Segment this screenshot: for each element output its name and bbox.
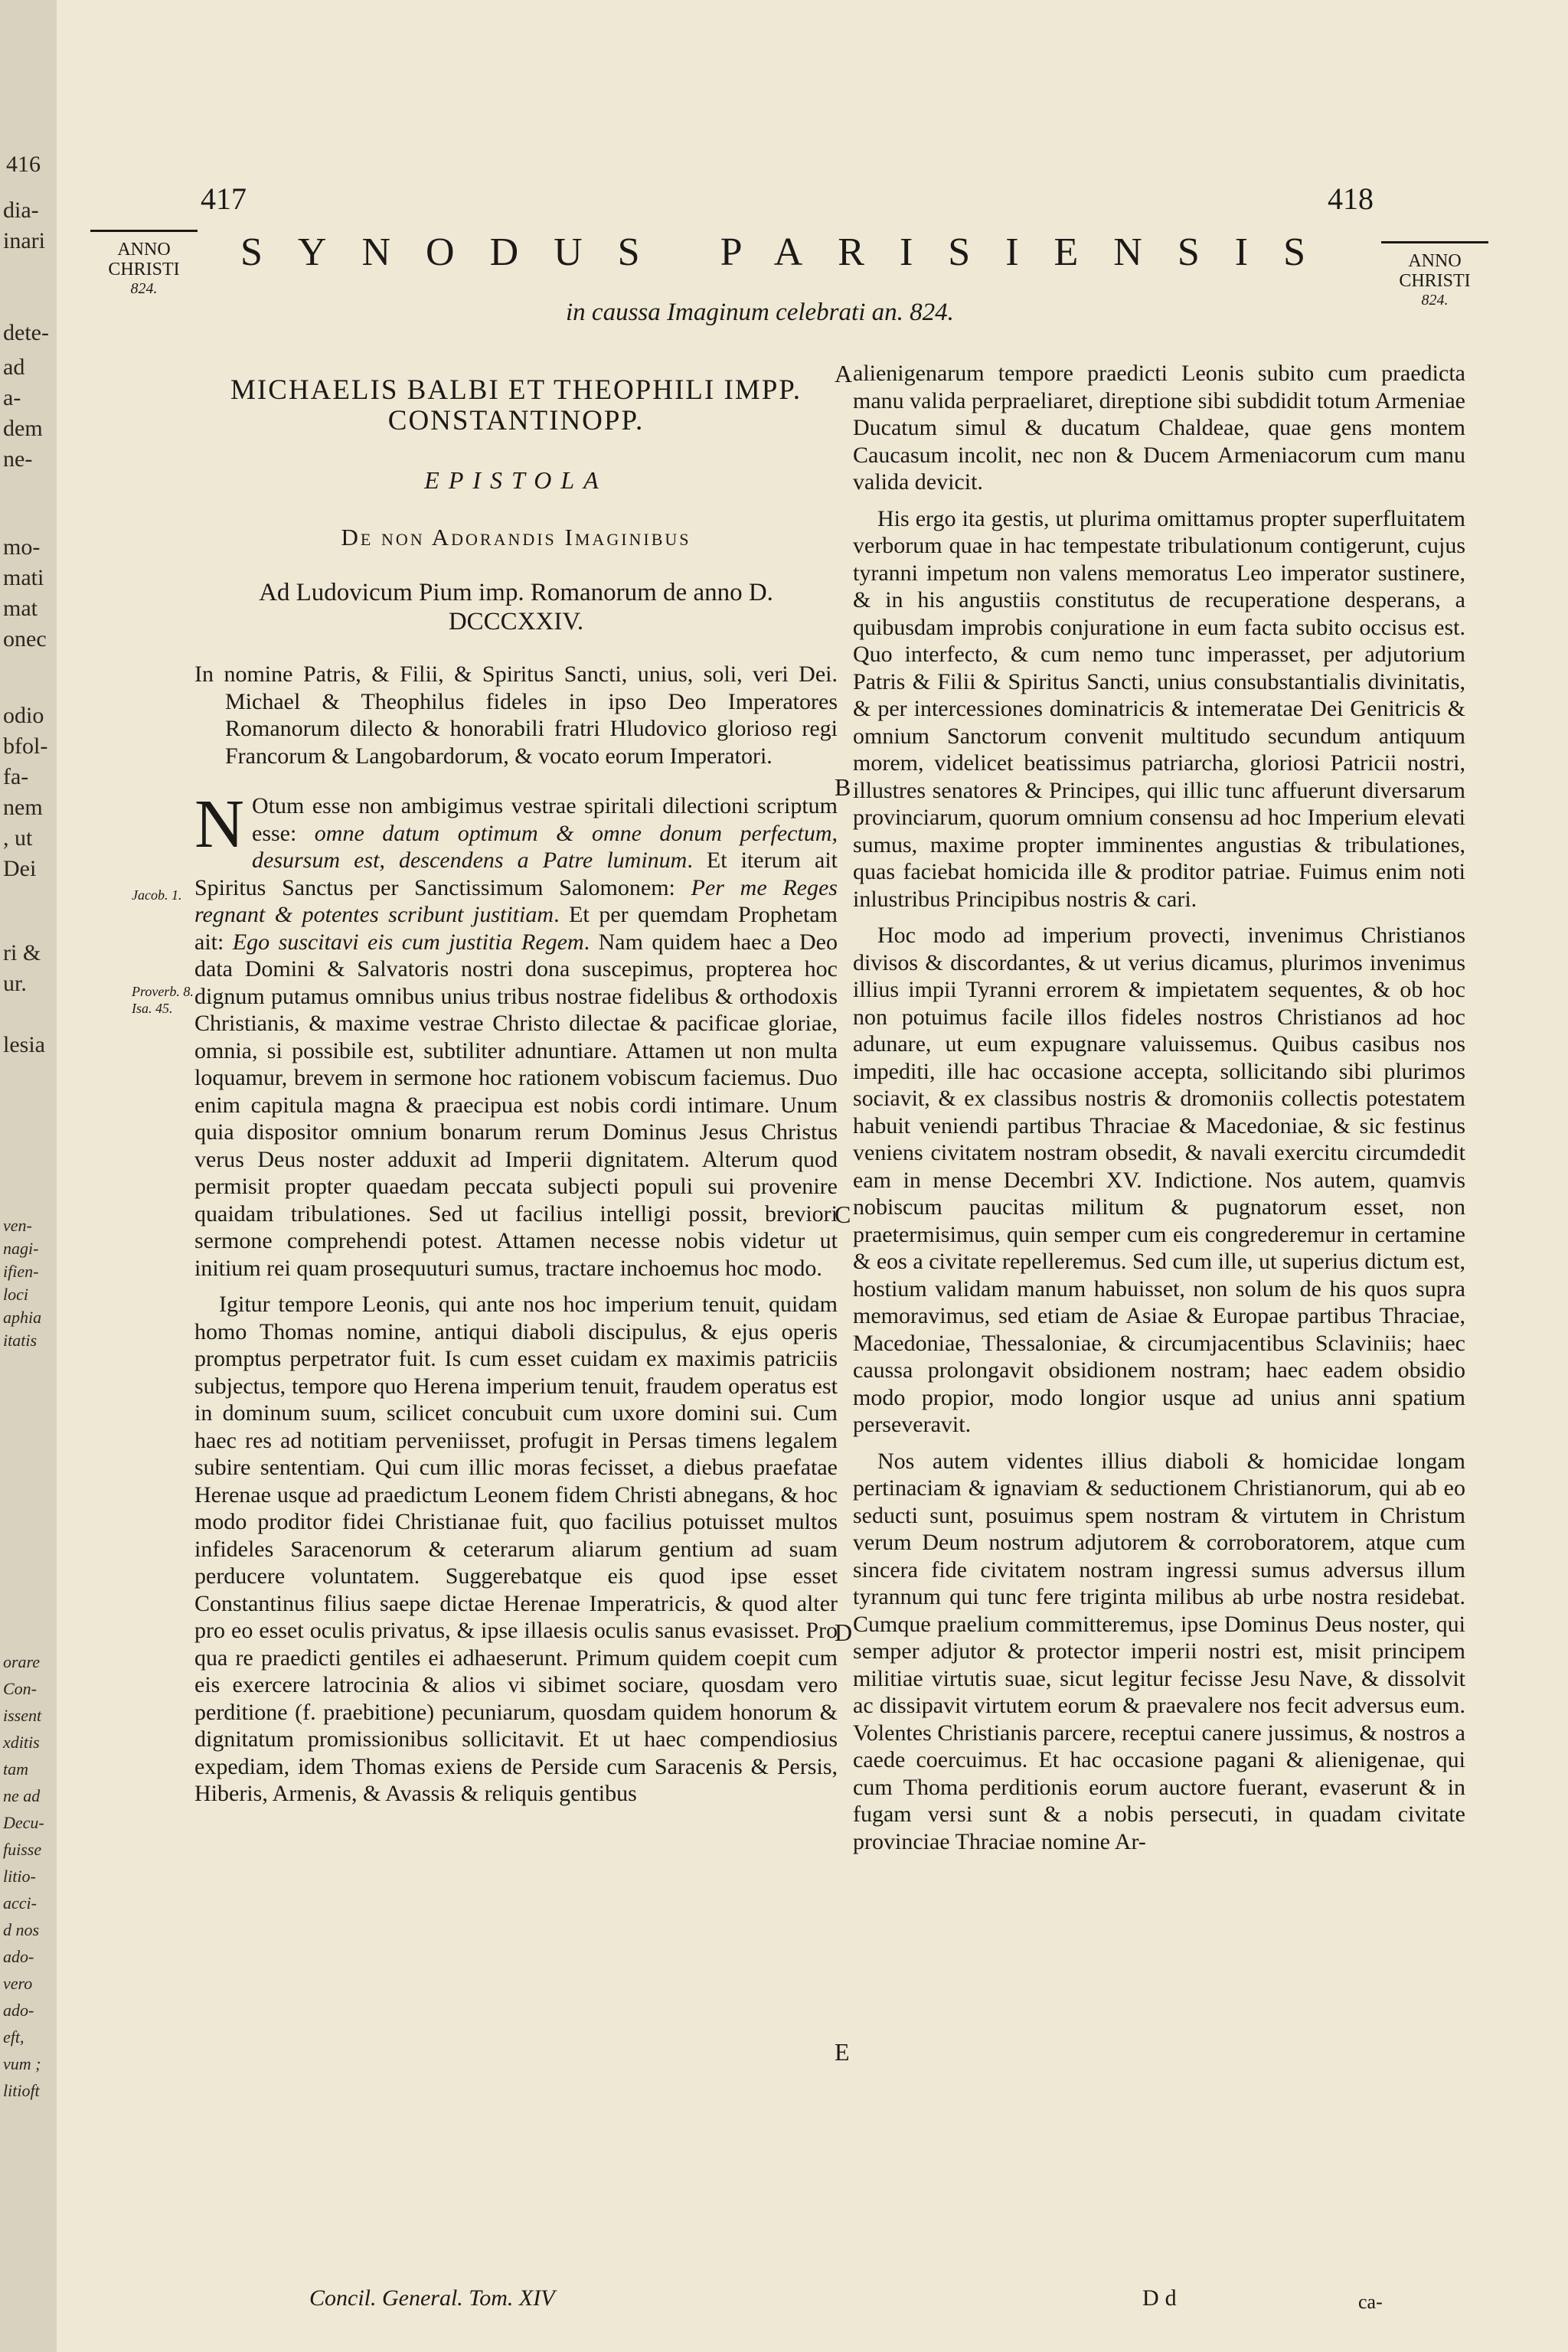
previous-page-fragment: dem <box>3 416 43 441</box>
salutation-paragraph: In nomine Patris, & Filii, & Spiritus Sancti, unius, soli, veri Dei. Michael & Theophilus fideles in ipso Deo Imperatores Romanorum dilecto & honorabili fratri Hludovico glorioso regi Francorum & Langobardorum, & vocato eorum Imperatori. <box>194 662 838 769</box>
previous-page-fragment: onec <box>3 626 47 652</box>
previous-page-fragment: issent <box>3 1706 42 1725</box>
page-subtitle: in caussa Imaginum celebrati an. 824. <box>566 299 954 326</box>
section-letter: E <box>835 2038 850 2066</box>
previous-page-fragment: nem <box>3 795 43 820</box>
folio-left: 417 <box>201 181 247 216</box>
previous-page-fragment: Decu- <box>3 1813 44 1832</box>
previous-page-fragment: ne- <box>3 446 33 472</box>
previous-page-fragment: , ut <box>3 825 33 851</box>
epistola-heading: EPISTOLA <box>424 466 608 494</box>
addressee-heading: Ad Ludovicum Pium imp. Romanorum de anno D. DCCCXXIV. <box>259 579 773 635</box>
previous-page-fragment: vero <box>3 1974 33 1993</box>
book-page <box>57 0 1568 2352</box>
catchword: ca- <box>1358 2291 1383 2313</box>
previous-page-fragment: ne ad <box>3 1786 41 1805</box>
text-run: . Et per quemdam Prophetam ait: <box>194 902 838 955</box>
previous-page-fragment: aphia <box>3 1308 42 1327</box>
previous-page-fragment: orare <box>3 1652 41 1671</box>
paragraph <box>194 786 838 1282</box>
previous-page-fragment: mati <box>3 565 44 590</box>
previous-page-fragment: fa- <box>3 764 29 789</box>
paragraph: Nos autem videntes illius diaboli & homicidae longam pertinaciam & ignaviam & seductionem Christianorum, qui ab eo seducti sunt, posuimus spem nostram & virtutem in Christum verum Deum nostrum adjutorem & corroboratorem, atque cum sincera fide civitatem nostram ingressi sumus adversus illum tyrannum qui tunc fere triginta milibus ab urbe nostra residebat. Cumque praelium committeremus, ipse Dominus Deus noster, qui semper adjutor & protector imperii nostri est, misit principem militiae virtutis suae, sicut legitur fecisse Jesu Nave, & dissolvit ac dissipavit virtutem eorum & praevalere nos fecit adversus eum. Volentes Christianis parcere, receptui canere jussimus, & nostros a caede coercuimus. Et hac occasione pagani & alienigenae, qui cum Thoma perditionis eorum auctore fuerant, evaserunt & in fugam versi sunt & a nobis persecuti, in quadam civitate provinciae Thraciae nomine Ar- <box>853 1448 1465 1854</box>
paragraph: alienigenarum tempore praedicti Leonis subito cum praedicta manu valida perpraeliaret, direptione sibi subdidit totum Armeniae Ducatum simul & ducatum Chaldeae, quae gens montem Caucasum incolit, nec non & Ducem Armeniacorum cum manu valida devicit. <box>853 361 1465 495</box>
footer-source-text: Concil. General. Tom. XIV <box>309 2285 555 2311</box>
anno-year: 824. <box>1421 291 1449 309</box>
previous-page-fragment: odio <box>3 703 44 728</box>
previous-page-fragment: vum ; <box>3 2054 41 2073</box>
scripture-quote: omne datum optimum & omne donum perfectum, desursum est, descendens a Patre luminum <box>252 820 838 873</box>
previous-page-fragment: Dei <box>3 856 37 881</box>
previous-page-fragment: xditis <box>3 1733 40 1752</box>
page-title: SYNODUS PARISIENSIS <box>240 230 1341 274</box>
previous-page-fragment: ad <box>3 354 25 380</box>
previous-page-fragment: ado- <box>3 1947 34 1966</box>
paragraph: Igitur tempore Leonis, qui ante nos hoc imperium tenuit, quidam homo Thomas nomine, antiqui diaboli discipulus, & ejus operis promptus perpetrator fuit. Is cum esset cuidam ex maximis patriciis subjectus, tempore quo Herena imperium tenuit, fraudem operatus est in dominum suum, scilicet concubuit cum uxore domini sui. Cum haec res ad notitiam perveniisset, profugit in Persas timens legalem subire sententiam. Qui cum illic moras fecisset, a diebus praefatae Herenae usque ad praedictum Leonem fidem Christi abnegans, & hoc modo proditor fidei Christianae fuit, quo facilius potuisset multos infideles Saracenorum & ceterarum aliarum gentium ad suam perducere voluntatem. Suggerebatque eis quod ipse esset Constantinus filius saepe dictae Herenae Imperatricis, & quod alter pro eo esset oculis privatus, & ipse illaesis oculis sanus evasisset. Pro qua re praedicti gentiles ei adhaeserunt. Primum quidem coepit cum eis exercere latrocinia & alios vi sibimet sociare, quosdam vero perditione (f. praebitione) pecuniarum, quosdam quidem honorum & dignitatum promissionibus sollicitavit. Et ut haec compendiosius expediam, idem Thomas exiens de Perside cum Saracenis & Persis, Hiberis, Armenis, & Avassis & reliquis gentibus <box>194 1292 838 1806</box>
previous-page-fragment: ven- <box>3 1216 32 1235</box>
previous-page-fragment: loci <box>3 1285 28 1304</box>
previous-page-fragment: eft, <box>3 2027 24 2047</box>
previous-page-fragment: lesia <box>3 1032 45 1057</box>
paragraph: His ergo ita gestis, ut plurima omittamus propter superfluitatem verborum quae in hac tempestate tribulationum contigerunt, cujus tyranni impetum non valens memoratus Leo imperator sustinere, & in his angustiis constitutus de recuperatione desperans, a quibusdam improbis conjuratione in eum facta subito occisus est. Quo interfecto, & cum nemo tunc imperasset, per adjutorium Patris & Filii & Spiritus Sancti, unius consubstantialis divinitatis, & per intercessiones dominatricis & intemeratae Dei Genitricis & omnium Sanctorum convenit multitudo secundum antiquum morem, videlicet beatissimus patriarcha, gloriosi Patricii nostri, illustres senatores & Principes, qui illic tunc affuerunt diversarum provinciarum, quorum omnium consensu ad hoc Imperium elevati sumus, maxime propter imminentes angustias & tribulationes, quas faciebat homicida ille & proditor patriae. Fuimus enim noti inlustribus Principibus nostris & cari. <box>853 505 1465 912</box>
scripture-quote: Per me Reges regnant & potentes scribunt justitiam <box>194 874 838 927</box>
right-column <box>853 360 1465 1864</box>
anno-christi-right <box>1381 241 1488 309</box>
section-letter: C <box>835 1200 851 1228</box>
previous-page-fragment: dia- <box>3 198 39 223</box>
anno-christi-left <box>90 230 198 297</box>
text-run: . Nam quidem haec a Deo data Domini & Salvatoris nostri dona suscepimus, propterea hoc dignum putamus omnibus unius tribus nostrae fidelibus & orthodoxis Christianis, & maxime vestrae Christo dilectae & pacificae gloriae, omnia, si possibile est, subtiliter adnuntiare. Attamen ut non multa loquamur, brevem in sermone hoc rationem vobiscum faciemus. Duo enim capitula magna & praecipua est nobis cordi intimare. Unum quia dispositor omnium bonarum rerum Dominus Jesus Christus verus Deus noster adduxit ad Imperii dignitatem. Alterum quod permisit propter quaedam peccata subjecti populi sui provenire quaidam tribulationes. Sed ut facilius intelligi possit, breviori sermone comprehendi potest. Attamen necesse nobis videtur ut initium rei quam prosequuturi sumus, tractare inchoemus hoc modo. <box>194 929 838 1281</box>
anno-line1: ANNO <box>1408 251 1462 271</box>
drop-cap: N <box>194 786 244 862</box>
anno-year: 824. <box>130 279 158 297</box>
text-run: Otum esse non ambigimus vestrae spiritali dilectioni scriptum esse: <box>252 793 838 846</box>
previous-page-fragment: mat <box>3 596 38 621</box>
section-letter: B <box>835 773 851 801</box>
previous-page-fragment: fuisse <box>3 1840 42 1859</box>
previous-page-fragment: Con- <box>3 1679 37 1698</box>
scripture-quote: Ego suscitavi eis cum justitia Regem <box>232 929 584 955</box>
anno-line2: CHRISTI <box>1399 271 1471 292</box>
previous-page-fragment: acci- <box>3 1893 37 1913</box>
previous-page-fragment: dete- <box>3 320 49 345</box>
previous-page-fragment: ri & <box>3 940 41 965</box>
folio-right: 418 <box>1328 181 1374 216</box>
previous-page-fragment: mo- <box>3 534 41 560</box>
previous-page-fragment: d nos <box>3 1920 40 1939</box>
previous-folio: 416 <box>6 152 41 177</box>
topic-heading: De non Adorandis Imaginibus <box>341 523 691 550</box>
previous-page-fragment: ifien- <box>3 1262 39 1281</box>
left-column <box>194 375 838 1817</box>
previous-page-fragment: nagi- <box>3 1239 39 1258</box>
epistle-heading: MICHAELIS BALBI ET THEOPHILI IMPP. CONSTANTINOPP. <box>230 374 802 436</box>
previous-page-fragment: inari <box>3 228 45 253</box>
margin-reference: Jacob. 1. <box>132 887 182 903</box>
margin-reference <box>132 983 194 1017</box>
paragraph: Hoc modo ad imperium provecti, invenimus Christianos divisos & discordantes, & ut verius dicamus, plurimos invenimus illius impii Tyranni errorem & impietatem sequentes, & ob hoc non potuimus facile illos fideles nostros Christianos ad hoc adunare, ut eum expugnare valuissemus. Quibus casibus nos impediti, ille hac occasione accepta, sollicitando sibi plurimos sociavit, & ex classibus nostris & dromoniis collectis potestatem habuit veniendi partibus Thraciae & Macedoniae, & sic festinus veniens civitatem nostram obsedit, & navali exercitu circumdedit eam in mense Decembri XV. Indictione. Nos autem, quamvis nobiscum paucitas militum & pugnatorum esset, non praetermisimus, quin semper cum eis congrederemur in certamine & eos a civitate repelleremus. Sed cum ille, ut superius dictum est, hostium validam manum habuisset, non solum de his quos supra memoravimus, sed etiam de Asiae & Europae partibus Thraciae, Macedoniae, Thessaloniae, & circumjacentibus Sclaviniis; haec caussa prolongavit obsidionem nostram; haec eadem obsidio modo propior, modo longior usque ad unius anni spatium perseveravit. <box>853 923 1465 1437</box>
previous-page-fragment: ur. <box>3 971 27 996</box>
previous-page-fragment: tam <box>3 1759 28 1779</box>
previous-page-fragment: bfol- <box>3 733 48 759</box>
anno-line1: ANNO <box>117 240 171 260</box>
previous-page-fragment: itatis <box>3 1331 38 1350</box>
anno-line2: CHRISTI <box>108 260 180 280</box>
previous-page-fragment: a- <box>3 385 21 410</box>
previous-page-fragment: litioft <box>3 2081 40 2100</box>
footer-source <box>309 2285 555 2311</box>
margin-reference-line: Proverb. 8. <box>132 984 194 999</box>
previous-page-fragment: ado- <box>3 2001 34 2020</box>
anno-rule <box>1381 241 1488 243</box>
margin-reference-line: Isa. 45. <box>132 1001 173 1016</box>
signature-mark: Dd <box>1142 2285 1183 2311</box>
text-run: . Et iterum ait Spiritus Sanctus per Sanctissimum Salomonem: <box>194 848 838 900</box>
anno-rule <box>90 230 198 232</box>
section-letter: A <box>835 360 853 387</box>
previous-page-fragment: litio- <box>3 1867 36 1886</box>
previous-page-edge <box>0 0 58 2352</box>
section-letter: D <box>835 1619 853 1646</box>
